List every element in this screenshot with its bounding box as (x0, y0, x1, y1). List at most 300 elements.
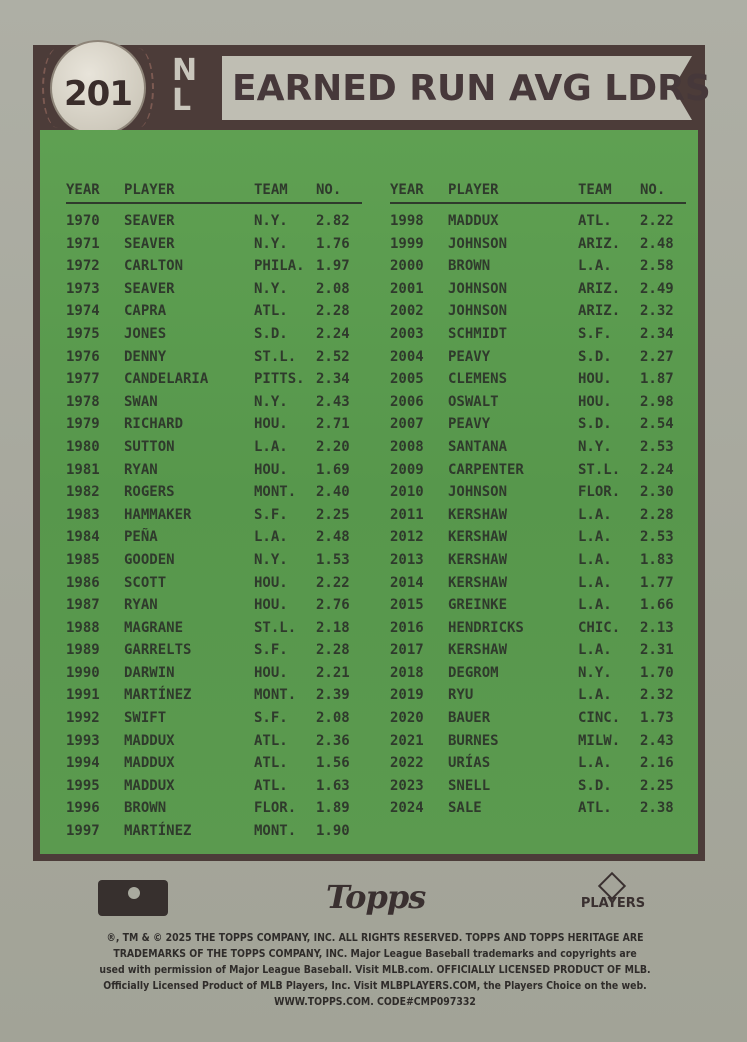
cell-year: 2007 (390, 416, 424, 433)
cell-year: 2022 (390, 755, 424, 772)
cell-player: SWIFT (124, 710, 167, 727)
cell-player: MADDUX (124, 755, 175, 772)
table-row (390, 549, 686, 572)
cell-no: 2.08 (316, 710, 350, 727)
table-row (390, 210, 686, 233)
cell-player: SANTANA (448, 438, 508, 455)
cell-team: FLOR. (254, 800, 297, 817)
table-row (66, 233, 362, 256)
cell-team: L.A. (578, 687, 612, 704)
cell-team: MILW. (578, 732, 621, 749)
cell-player: DENNY (124, 348, 167, 365)
league-logo (158, 52, 220, 124)
table-row (390, 459, 686, 482)
cell-player: MADDUX (124, 777, 175, 794)
cell-team: S.F. (254, 506, 288, 523)
table-row (66, 346, 362, 369)
cell-team: ATL. (254, 755, 288, 772)
cell-player: JOHNSON (448, 484, 508, 501)
cell-year: 1995 (66, 777, 100, 794)
table-row (390, 775, 686, 798)
cell-player: RYAN (124, 461, 158, 478)
cell-year: 2009 (390, 461, 424, 478)
cell-year: 2012 (390, 529, 424, 546)
cell-player: JONES (124, 325, 167, 342)
cell-player: SEAVER (124, 213, 175, 229)
table-row (390, 662, 686, 685)
mlb-logo-icon (98, 880, 168, 916)
legal-line: TRADEMARKS OF THE TOPPS COMPANY, INC. Major League Baseball trademarks and copyrights are (113, 948, 637, 960)
table-row (390, 481, 686, 504)
cell-team: ARIZ. (578, 303, 621, 320)
table-row (390, 617, 686, 640)
table-row (66, 459, 362, 482)
header-team: TEAM (254, 182, 288, 198)
cell-year: 2002 (390, 303, 424, 320)
cell-year: 2020 (390, 710, 424, 727)
cell-no: 2.71 (316, 416, 350, 433)
table-row (390, 233, 686, 256)
table-row (66, 820, 362, 843)
cell-team: L.A. (254, 529, 288, 546)
table-row (390, 684, 686, 707)
card-title: EARNED RUN AVG LDRS (232, 68, 711, 109)
cell-no: 2.28 (640, 506, 674, 523)
cell-team: S.F. (254, 642, 288, 659)
table-row (390, 752, 686, 775)
cell-year: 1975 (66, 325, 100, 342)
cell-no: 1.90 (316, 823, 350, 840)
cell-no: 2.53 (640, 529, 674, 546)
cell-year: 1980 (66, 438, 100, 455)
cell-no: 2.43 (316, 393, 350, 410)
cell-player: PEAVY (448, 348, 491, 365)
cell-team: N.Y. (578, 664, 612, 681)
table-row (390, 730, 686, 753)
header-team: TEAM (578, 182, 612, 198)
header-player: PLAYER (124, 182, 175, 198)
table-row (390, 391, 686, 414)
cell-team: HOU. (254, 597, 288, 614)
cell-team: MONT. (254, 687, 297, 704)
cell-no: 1.77 (640, 574, 674, 591)
table-row (66, 300, 362, 323)
footer-logos (0, 876, 747, 926)
cell-no: 2.24 (316, 325, 350, 342)
table-row (66, 797, 362, 820)
cell-team: CHIC. (578, 619, 621, 636)
cell-no: 2.30 (640, 484, 674, 501)
table-row (66, 481, 362, 504)
card-number: 201 (64, 74, 132, 114)
cell-team: N.Y. (254, 213, 288, 229)
cell-team: L.A. (578, 551, 612, 568)
cell-no: 2.25 (316, 506, 350, 523)
table-row (66, 707, 362, 730)
cell-team: MONT. (254, 484, 297, 501)
table-row (66, 368, 362, 391)
league-letter-n: N (172, 53, 198, 88)
cell-player: SALE (448, 800, 482, 817)
cell-no: 2.76 (316, 597, 350, 614)
cell-year: 1970 (66, 213, 100, 229)
cell-year: 1985 (66, 551, 100, 568)
cell-team: ATL. (578, 213, 612, 229)
cell-no: 1.70 (640, 664, 674, 681)
cell-player: SEAVER (124, 235, 175, 252)
table-row (390, 572, 686, 595)
cell-no: 2.27 (640, 348, 674, 365)
table-row (390, 368, 686, 391)
cell-team: PHILA. (254, 258, 305, 275)
table-row (390, 526, 686, 549)
cell-no: 1.97 (316, 258, 350, 275)
cell-no: 2.40 (316, 484, 350, 501)
table-row (66, 730, 362, 753)
cell-player: ROGERS (124, 484, 175, 501)
table-row (390, 323, 686, 346)
cell-player: GOODEN (124, 551, 175, 568)
cell-year: 2010 (390, 484, 424, 501)
table-row (390, 255, 686, 278)
cell-team: N.Y. (254, 551, 288, 568)
cell-team: L.A. (578, 529, 612, 546)
table-row (66, 526, 362, 549)
stats-table-right (390, 178, 686, 820)
cell-team: S.F. (254, 710, 288, 727)
cell-year: 2013 (390, 551, 424, 568)
cell-team: MONT. (254, 823, 297, 840)
cell-player: CARPENTER (448, 461, 524, 478)
cell-team: S.D. (578, 348, 612, 365)
cell-team: N.Y. (578, 438, 612, 455)
players-logo-text: PLAYERS (580, 896, 646, 911)
cell-no: 1.73 (640, 710, 674, 727)
cell-no: 2.16 (640, 755, 674, 772)
cell-no: 2.13 (640, 619, 674, 636)
cell-player: JOHNSON (448, 303, 508, 320)
table-row (390, 707, 686, 730)
header-no: NO. (640, 182, 666, 198)
cell-year: 2001 (390, 280, 424, 297)
cell-player: DEGROM (448, 664, 499, 681)
cell-team: HOU. (578, 393, 612, 410)
stats-table-left (66, 178, 362, 843)
table-row (390, 278, 686, 301)
cell-no: 2.32 (640, 303, 674, 320)
cell-player: BAUER (448, 710, 491, 727)
cell-no: 2.34 (316, 371, 350, 388)
cell-no: 2.54 (640, 416, 674, 433)
cell-player: RYU (448, 687, 474, 704)
cell-year: 1978 (66, 393, 100, 410)
table-row (390, 413, 686, 436)
cell-player: MARTÍNEZ (124, 687, 192, 704)
cell-year: 1999 (390, 235, 424, 252)
cell-player: JOHNSON (448, 280, 508, 297)
cell-team: ARIZ. (578, 235, 621, 252)
cell-team: ATL. (254, 777, 288, 794)
table-row (66, 549, 362, 572)
table-row (390, 346, 686, 369)
header-player: PLAYER (448, 182, 499, 198)
header-year: YEAR (66, 182, 100, 198)
cell-player: PEAVY (448, 416, 491, 433)
cell-no: 1.87 (640, 371, 674, 388)
table-row (390, 300, 686, 323)
table-row (66, 775, 362, 798)
cell-team: S.D. (254, 325, 288, 342)
cell-year: 1972 (66, 258, 100, 275)
cell-no: 2.22 (640, 213, 674, 229)
cell-year: 1996 (66, 800, 100, 817)
cell-no: 2.39 (316, 687, 350, 704)
cell-team: S.F. (578, 325, 612, 342)
cell-team: HOU. (254, 461, 288, 478)
cell-team: CINC. (578, 710, 621, 727)
cell-no: 1.63 (316, 777, 350, 794)
cell-team: HOU. (578, 371, 612, 388)
cell-year: 1994 (66, 755, 100, 772)
cell-no: 2.18 (316, 619, 350, 636)
cell-player: SNELL (448, 777, 491, 794)
cell-year: 2024 (390, 800, 424, 817)
table-rows-left (66, 210, 362, 843)
cell-player: CARLTON (124, 258, 184, 275)
table-row (66, 752, 362, 775)
cell-no: 1.83 (640, 551, 674, 568)
mlb-players-logo (568, 876, 658, 920)
cell-year: 1977 (66, 371, 100, 388)
cell-player: OSWALT (448, 393, 499, 410)
cell-player: RICHARD (124, 416, 184, 433)
table-row (390, 436, 686, 459)
cell-year: 1987 (66, 597, 100, 614)
cell-player: JOHNSON (448, 235, 508, 252)
cell-year: 2023 (390, 777, 424, 794)
cell-player: PEÑA (124, 529, 158, 546)
cell-team: ATL. (254, 303, 288, 320)
cell-year: 1989 (66, 642, 100, 659)
cell-year: 2004 (390, 348, 424, 365)
cell-no: 2.25 (640, 777, 674, 794)
cell-player: HENDRICKS (448, 619, 524, 636)
cell-no: 2.48 (640, 235, 674, 252)
cell-player: SWAN (124, 393, 158, 410)
cell-year: 2017 (390, 642, 424, 659)
cell-player: SCOTT (124, 574, 167, 591)
cell-no: 2.58 (640, 258, 674, 275)
cell-no: 2.82 (316, 213, 350, 229)
cell-player: CANDELARIA (124, 371, 209, 388)
cell-no: 1.53 (316, 551, 350, 568)
cell-no: 2.52 (316, 348, 350, 365)
table-rows-right (390, 210, 686, 820)
cell-no: 2.22 (316, 574, 350, 591)
cell-no: 2.38 (640, 800, 674, 817)
table-row (66, 255, 362, 278)
cell-team: N.Y. (254, 235, 288, 252)
cell-team: S.D. (578, 416, 612, 433)
cell-team: ATL. (254, 732, 288, 749)
table-row (66, 278, 362, 301)
header-no: NO. (316, 182, 342, 198)
cell-player: SCHMIDT (448, 325, 508, 342)
cell-year: 1997 (66, 823, 100, 840)
cell-no: 2.48 (316, 529, 350, 546)
cell-no: 2.28 (316, 642, 350, 659)
cell-team: L.A. (254, 438, 288, 455)
cell-year: 1976 (66, 348, 100, 365)
table-row (390, 797, 686, 820)
cell-player: SUTTON (124, 438, 175, 455)
cell-team: FLOR. (578, 484, 621, 501)
legal-line: ®, TM & © 2025 THE TOPPS COMPANY, INC. ALL RIGHTS RESERVED. TOPPS AND TOPPS HERITAGE ARE (106, 932, 644, 944)
cell-no: 1.66 (640, 597, 674, 614)
cell-year: 2019 (390, 687, 424, 704)
table-header (66, 178, 362, 204)
cell-player: SEAVER (124, 280, 175, 297)
cell-year: 1982 (66, 484, 100, 501)
cell-no: 1.76 (316, 235, 350, 252)
table-row (390, 594, 686, 617)
table-row (66, 210, 362, 233)
cell-player: BURNES (448, 732, 499, 749)
cell-team: N.Y. (254, 393, 288, 410)
table-row (66, 594, 362, 617)
table-row (66, 662, 362, 685)
cell-year: 2011 (390, 506, 424, 523)
cell-no: 2.98 (640, 393, 674, 410)
cell-player: MARTÍNEZ (124, 823, 192, 840)
cell-team: ARIZ. (578, 280, 621, 297)
cell-player: MADDUX (124, 732, 175, 749)
cell-year: 2016 (390, 619, 424, 636)
table-row (66, 504, 362, 527)
cell-player: CAPRA (124, 303, 167, 320)
cell-no: 2.53 (640, 438, 674, 455)
cell-team: N.Y. (254, 280, 288, 297)
cell-player: KERSHAW (448, 642, 508, 659)
cell-year: 1983 (66, 506, 100, 523)
cell-no: 1.56 (316, 755, 350, 772)
legal-text (70, 930, 680, 1010)
cell-player: KERSHAW (448, 529, 508, 546)
cell-team: L.A. (578, 642, 612, 659)
cell-no: 1.69 (316, 461, 350, 478)
cell-player: HAMMAKER (124, 506, 192, 523)
cell-no: 2.49 (640, 280, 674, 297)
cell-player: URÍAS (448, 755, 491, 772)
table-row (66, 572, 362, 595)
cell-no: 2.31 (640, 642, 674, 659)
table-row (66, 436, 362, 459)
cell-player: GARRELTS (124, 642, 192, 659)
cell-player: KERSHAW (448, 506, 508, 523)
table-row (390, 504, 686, 527)
cell-year: 1981 (66, 461, 100, 478)
cell-year: 2021 (390, 732, 424, 749)
cell-team: HOU. (254, 416, 288, 433)
cell-year: 1973 (66, 280, 100, 297)
cell-player: BROWN (448, 258, 491, 275)
cell-team: ST.L. (578, 461, 621, 478)
cell-no: 2.20 (316, 438, 350, 455)
cell-year: 2018 (390, 664, 424, 681)
table-row (66, 413, 362, 436)
cell-team: L.A. (578, 755, 612, 772)
cell-team: S.D. (578, 777, 612, 794)
cell-no: 1.89 (316, 800, 350, 817)
cell-year: 1991 (66, 687, 100, 704)
header-year: YEAR (390, 182, 424, 198)
cell-year: 1974 (66, 303, 100, 320)
cell-player: CLEMENS (448, 371, 508, 388)
cell-year: 1979 (66, 416, 100, 433)
table-row (66, 391, 362, 414)
cell-year: 1990 (66, 664, 100, 681)
cell-team: HOU. (254, 664, 288, 681)
cell-year: 1998 (390, 213, 424, 229)
cell-year: 2003 (390, 325, 424, 342)
table-row (66, 617, 362, 640)
cell-team: L.A. (578, 506, 612, 523)
cell-no: 2.32 (640, 687, 674, 704)
cell-player: KERSHAW (448, 551, 508, 568)
cell-player: MAGRANE (124, 619, 184, 636)
cell-team: L.A. (578, 258, 612, 275)
cell-player: BROWN (124, 800, 167, 817)
cell-no: 2.08 (316, 280, 350, 297)
table-row (66, 684, 362, 707)
cell-year: 1986 (66, 574, 100, 591)
cell-no: 2.28 (316, 303, 350, 320)
cell-year: 2015 (390, 597, 424, 614)
cell-no: 2.36 (316, 732, 350, 749)
cell-year: 1971 (66, 235, 100, 252)
table-row (66, 323, 362, 346)
cell-no: 2.34 (640, 325, 674, 342)
cell-team: HOU. (254, 574, 288, 591)
cell-year: 1993 (66, 732, 100, 749)
cell-team: PITTS. (254, 371, 305, 388)
table-row (66, 639, 362, 662)
cell-team: ATL. (578, 800, 612, 817)
cell-year: 2006 (390, 393, 424, 410)
cell-player: MADDUX (448, 213, 499, 229)
cell-player: GREINKE (448, 597, 508, 614)
cell-no: 2.21 (316, 664, 350, 681)
cell-no: 2.24 (640, 461, 674, 478)
table-header (390, 178, 686, 204)
legal-line: Officially Licensed Product of MLB Players, Inc. Visit MLBPLAYERS.COM, the Players Choice on the web. (103, 980, 647, 992)
cell-year: 2005 (390, 371, 424, 388)
cell-player: KERSHAW (448, 574, 508, 591)
cell-year: 1988 (66, 619, 100, 636)
cell-year: 2008 (390, 438, 424, 455)
cell-year: 2000 (390, 258, 424, 275)
cell-year: 1984 (66, 529, 100, 546)
cell-player: RYAN (124, 597, 158, 614)
cell-team: L.A. (578, 597, 612, 614)
cell-team: L.A. (578, 574, 612, 591)
legal-line: used with permission of Major League Baseball. Visit MLB.com. OFFICIALLY LICENSED PRODUCT OF MLB. (99, 964, 651, 976)
cell-no: 2.43 (640, 732, 674, 749)
cell-team: ST.L. (254, 348, 297, 365)
league-letter-l: L (172, 83, 192, 118)
cell-year: 1992 (66, 710, 100, 727)
cell-team: ST.L. (254, 619, 297, 636)
